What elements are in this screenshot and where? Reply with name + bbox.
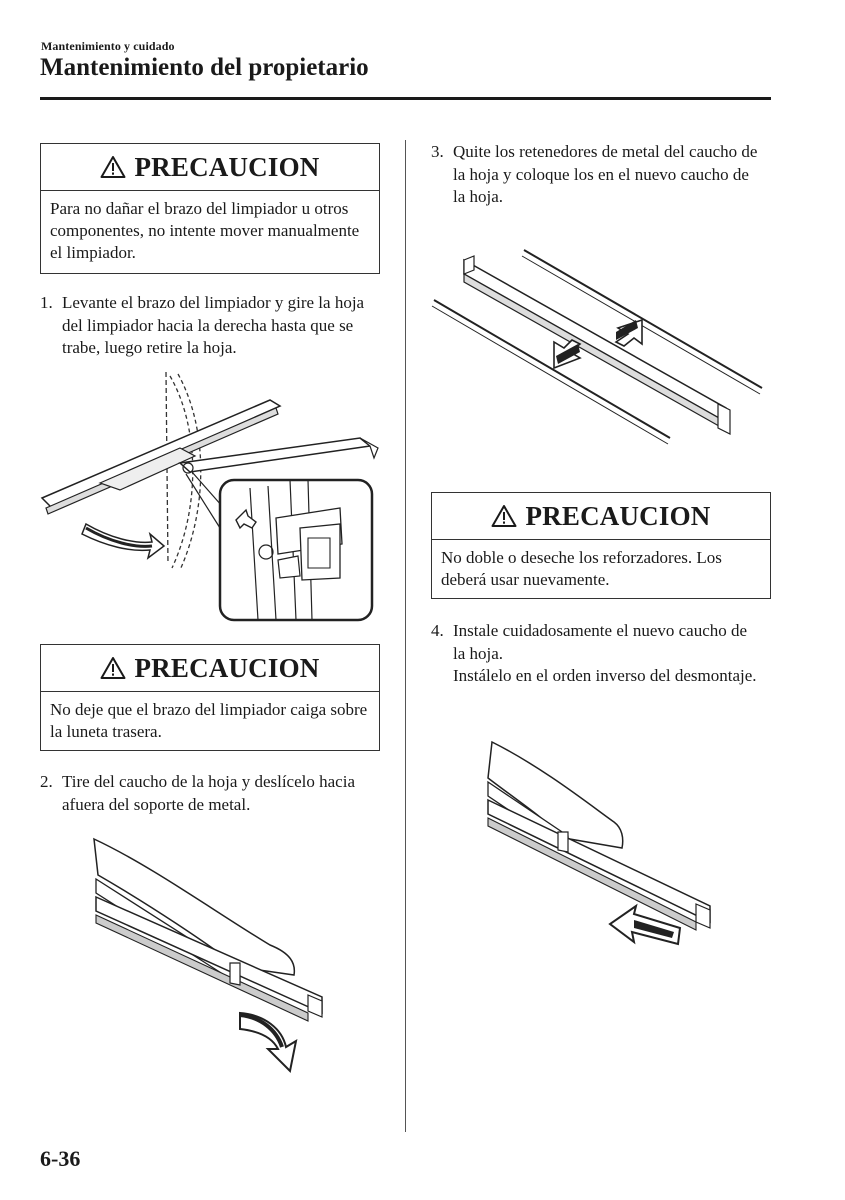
warning-icon [100,656,126,680]
caution-title: PRECAUCION [134,151,320,182]
step-4 [431,620,761,688]
step-number: 4. [431,621,444,640]
caution-header [432,493,770,540]
step-text: Tire del caucho de la hoja y deslícelo hacia afuera del soporte de metal. [62,772,355,814]
step-2 [40,771,385,816]
caution-box-3 [431,492,771,599]
step-number: 2. [40,772,53,791]
caution-header [41,645,379,692]
step-text: Instale cuidadosamente el nuevo caucho de la hoja. Instálelo en el orden inverso del desmontaje. [453,621,757,685]
page-number: 6-36 [40,1146,81,1171]
step-text: Quite los retenedores de metal del caucho de la hoja y coloque los en el nuevo caucho de la hoja. [453,142,758,206]
warning-icon [100,155,126,179]
title-rule [40,97,771,100]
caution-title: PRECAUCION [525,500,711,531]
section-label: Mantenimiento y cuidado [41,39,175,53]
column-divider [405,140,406,1132]
caution-box-1 [40,143,380,274]
step-3 [431,141,761,209]
caution-text: No doble o deseche los reforzadores. Los deberá usar nuevamente. [441,548,722,589]
caution-text: No deje que el brazo del limpiador caiga sobre la luneta trasera. [50,700,368,741]
caution-box-2 [40,644,380,751]
step-text: Levante el brazo del limpiador y gire la hoja del limpiador hacia la derecha hasta que se trabe, luego retire la hoja. [62,293,365,357]
blade-rubber-removal-figure [90,835,330,1080]
caution-header [41,144,379,191]
step-1 [40,292,385,360]
warning-icon [491,504,517,528]
blade-rubber-install-figure [484,738,724,948]
step-number: 1. [40,293,53,312]
page-title: Mantenimiento del propietario [40,54,369,81]
step-number: 3. [431,142,444,161]
wiper-removal-figure [40,368,380,630]
caution-title: PRECAUCION [134,652,320,683]
metal-retainer-figure [430,240,770,445]
caution-text: Para no dañar el brazo del limpiador u otros componentes, no intente mover manualmente el limpiador. [50,199,360,262]
